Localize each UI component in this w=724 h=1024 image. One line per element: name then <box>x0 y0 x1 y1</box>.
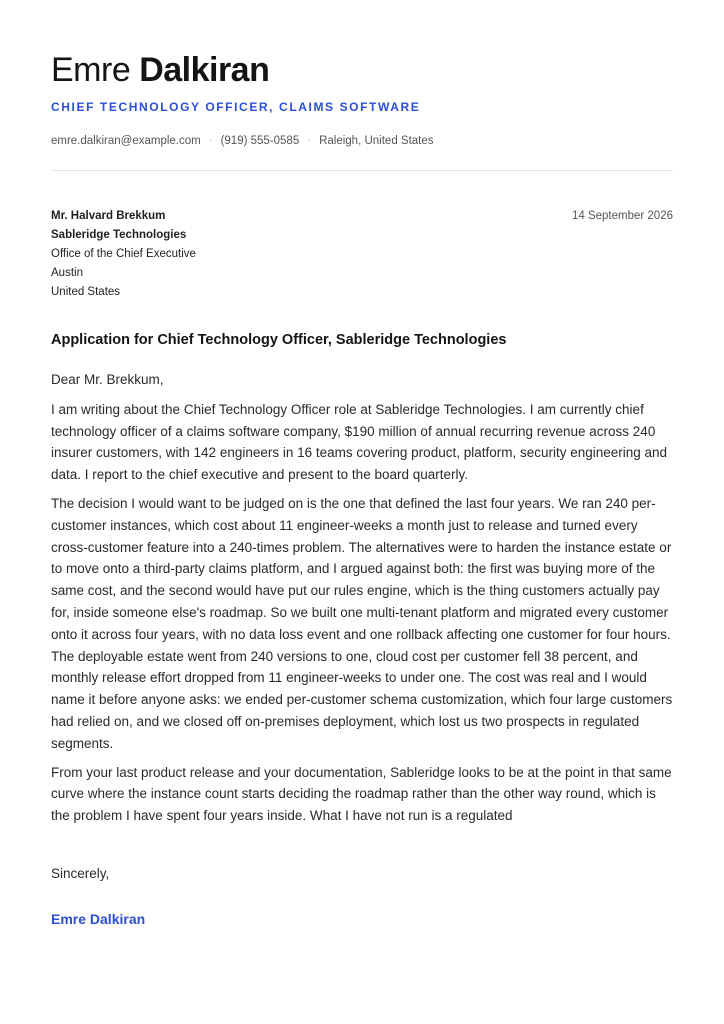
letter-greeting: Dear Mr. Brekkum, <box>51 372 164 387</box>
letter-signature: Emre Dalkiran <box>51 911 146 927</box>
recipient-block <box>51 207 196 302</box>
recipient-name: Mr. Halvard Brekkum <box>51 210 166 222</box>
contact-location: Raleigh, United States <box>319 135 434 147</box>
applicant-name <box>51 50 269 90</box>
recipient-office: Office of the Chief Executive <box>51 248 196 260</box>
letter-subject: Application for Chief Technology Officer, Sableridge Technologies <box>51 332 507 348</box>
applicant-last-name: Dalkiran <box>139 51 270 89</box>
header-divider <box>51 170 673 171</box>
letter-body <box>51 369 674 834</box>
cover-letter-page <box>51 0 674 1024</box>
recipient-city: Austin <box>51 267 83 279</box>
applicant-role: CHIEF TECHNOLOGY OFFICER, CLAIMS SOFTWARE <box>51 100 421 114</box>
body-paragraph: I am writing about the Chief Technology Officer role at Sableridge Technologies. I am currently chief technology officer of a claims software company, $190 million of annual recurring revenue across 240 insurer customers, with 142 engineers in 16 teams covering product, platform, security engineering and data. I report to the chief executive and present to the board quarterly. <box>51 401 668 483</box>
contact-separator: · <box>307 135 312 147</box>
contact-separator: · <box>208 135 213 147</box>
contact-line <box>51 133 434 149</box>
contact-email: emre.dalkiran@example.com <box>51 135 201 147</box>
contact-phone: (919) 555-0585 <box>220 135 300 147</box>
applicant-first-name: Emre <box>51 51 131 89</box>
recipient-country: United States <box>51 286 121 298</box>
letter-date: 14 September 2026 <box>571 210 673 222</box>
body-paragraph: The decision I would want to be judged on is the one that defined the last four years. We ran 240 per-customer instances, which cost about 11 engineer-weeks a month just to release and turned every cross-customer feature into a 240-times problem. The alternatives were to harden the instance estate or to move onto a third-party claims platform, and I argued against both: the first was buying more of the same cost, and the second would have put our rules engine, which is the thing customers actually pay for, inside someone else's roadmap. So we built one multi-tenant platform and migrated every customer onto it across four years, with no data loss event and one rollback affecting one customer for four hours. The deployable estate went from 240 versions to one, cloud cost per customer fell 38 percent, and monthly release effort dropped from 11 engineer-weeks to under one. The cost was real and I would name it before anyone asks: we ended per-customer schema customization, which four large customers had relied on, and we closed off on-premises deployment, which lost us two prospects in regulated segments. <box>51 495 673 751</box>
recipient-company: Sableridge Technologies <box>51 229 187 241</box>
body-paragraph: From your last product release and your documentation, Sableridge looks to be at the point in that same curve where the instance count starts deciding the roadmap rather than the other way round, which is the problem I have spent four years inside. What I have not run is a regulated <box>51 764 672 824</box>
letter-closing: Sincerely, <box>51 866 110 881</box>
